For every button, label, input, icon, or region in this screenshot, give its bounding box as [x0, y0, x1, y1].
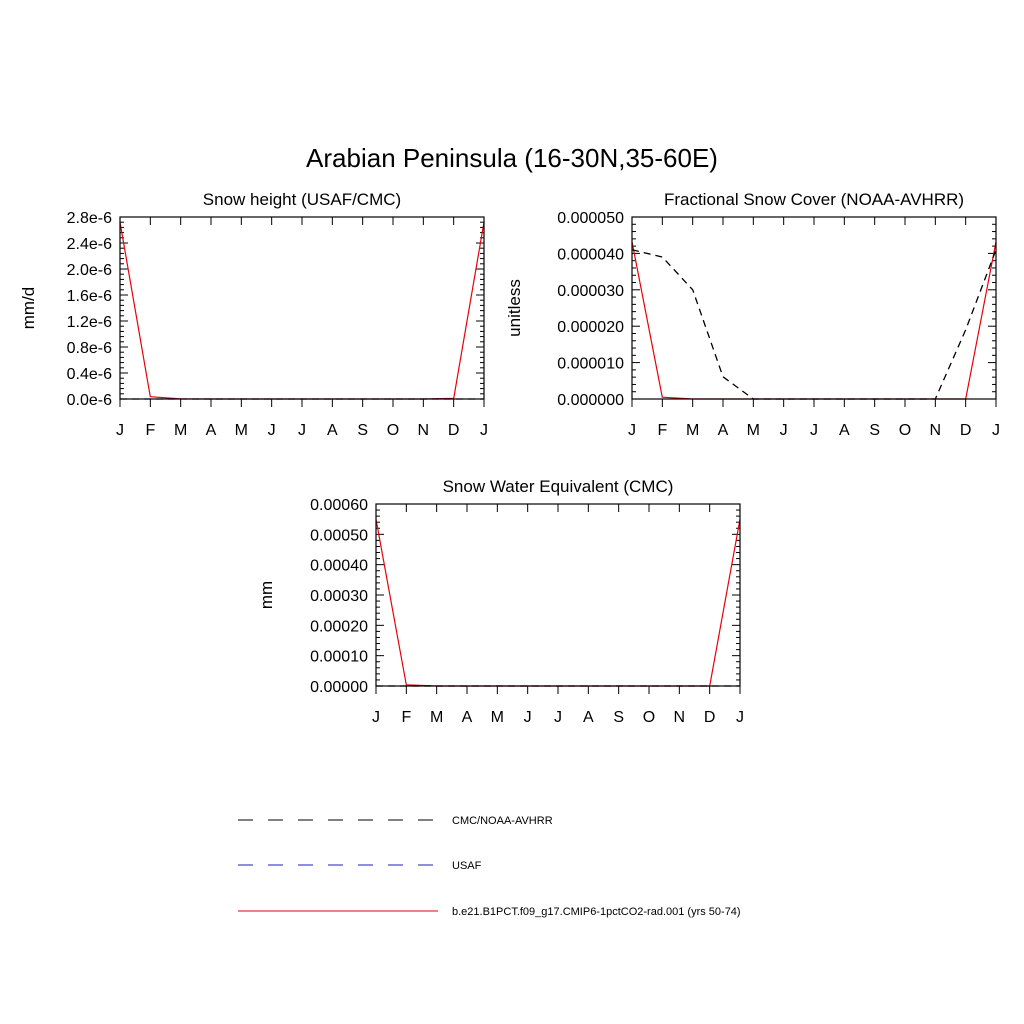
y-tick-label: 0.00060: [310, 497, 368, 514]
y-tick-label: 0.00030: [310, 588, 368, 605]
x-tick-label: J: [523, 709, 532, 726]
y-tick-label: 2.8e-6: [66, 210, 112, 227]
plot-frame: [376, 504, 740, 686]
x-tick-label: M: [686, 422, 700, 439]
y-tick-label: 0.000040: [557, 246, 624, 264]
y-axis-label: mm: [257, 580, 276, 610]
x-tick-label: S: [613, 709, 625, 726]
legend-label-usaf: USAF: [452, 860, 482, 872]
chart-title: Fractional Snow Cover (NOAA-AVHRR): [663, 190, 965, 209]
x-tick-label: S: [357, 422, 369, 439]
y-tick-label: 0.000030: [557, 282, 624, 300]
legend: [238, 815, 741, 918]
model-series-line: [632, 242, 996, 399]
x-tick-label: J: [736, 709, 744, 726]
y-axis-label: unitless: [505, 279, 524, 337]
x-tick-label: M: [430, 709, 444, 726]
x-tick-label: D: [959, 422, 972, 439]
chart-snow-water-equivalent: [257, 477, 744, 726]
x-tick-label: J: [116, 422, 124, 439]
x-tick-label: O: [386, 422, 400, 439]
x-tick-label: A: [582, 709, 594, 726]
x-tick-label: M: [746, 422, 760, 439]
x-tick-label: A: [838, 422, 850, 439]
figure-title: Arabian Peninsula (16-30N,35-60E): [306, 143, 718, 173]
x-tick-label: J: [554, 709, 562, 726]
legend-label-cmc: CMC/NOAA-AVHRR: [452, 815, 553, 827]
x-tick-label: N: [417, 422, 430, 439]
y-tick-label: 0.8e-6: [66, 340, 112, 357]
x-tick-label: D: [703, 709, 716, 726]
y-tick-label: 0.00000: [310, 679, 368, 696]
x-tick-label: J: [779, 422, 788, 439]
chart-fractional-snow-cover: [505, 190, 1000, 439]
x-tick-label: J: [628, 422, 636, 439]
x-tick-label: F: [401, 709, 412, 726]
y-tick-label: 2.4e-6: [66, 236, 112, 253]
model-series-line: [376, 519, 740, 686]
y-tick-label: 0.000050: [557, 210, 624, 227]
y-axis-label: mm/d: [19, 286, 38, 330]
x-tick-label: N: [929, 422, 942, 439]
y-tick-label: 0.00020: [310, 618, 368, 636]
x-tick-label: O: [642, 709, 656, 726]
y-tick-label: 0.00050: [310, 527, 368, 545]
x-tick-label: A: [717, 422, 729, 439]
y-tick-label: 0.000020: [557, 319, 624, 337]
y-tick-label: 1.2e-6: [66, 314, 112, 331]
y-tick-label: 0.00010: [310, 648, 368, 666]
x-tick-label: A: [205, 422, 217, 439]
chart-title: Snow height (USAF/CMC): [202, 190, 402, 209]
x-tick-label: J: [298, 422, 306, 439]
x-tick-label: J: [992, 422, 1000, 439]
x-tick-label: F: [145, 422, 156, 439]
y-tick-label: 0.00040: [310, 557, 368, 575]
legend-label-model: b.e21.B1PCT.f09_g17.CMIP6-1pctCO2-rad.001 (yrs 50-74): [452, 906, 741, 918]
x-tick-label: M: [490, 709, 504, 726]
x-tick-label: J: [267, 422, 276, 439]
x-tick-label: O: [898, 422, 912, 439]
y-tick-label: 1.6e-6: [66, 288, 112, 305]
x-tick-label: N: [673, 709, 686, 726]
chart-title: Snow Water Equivalent (CMC): [442, 477, 674, 496]
x-tick-label: M: [234, 422, 248, 439]
y-tick-label: 0.0e-6: [66, 392, 112, 409]
y-tick-label: 0.4e-6: [66, 366, 112, 383]
x-tick-label: F: [657, 422, 668, 439]
x-tick-label: J: [480, 422, 488, 439]
chart-snow-height: [19, 190, 488, 439]
plot-frame: [120, 217, 484, 399]
y-tick-label: 2.0e-6: [66, 262, 112, 279]
x-tick-label: S: [869, 422, 881, 439]
x-tick-label: J: [810, 422, 818, 439]
x-tick-label: A: [461, 709, 473, 726]
x-tick-label: J: [372, 709, 380, 726]
y-tick-label: 0.000000: [557, 392, 624, 409]
observed-series-line: [632, 250, 996, 399]
x-tick-label: M: [174, 422, 188, 439]
model-series-line: [120, 222, 484, 399]
plot-frame: [632, 217, 996, 399]
x-tick-label: A: [326, 422, 338, 439]
x-tick-label: D: [447, 422, 460, 439]
y-tick-label: 0.000010: [557, 355, 624, 373]
